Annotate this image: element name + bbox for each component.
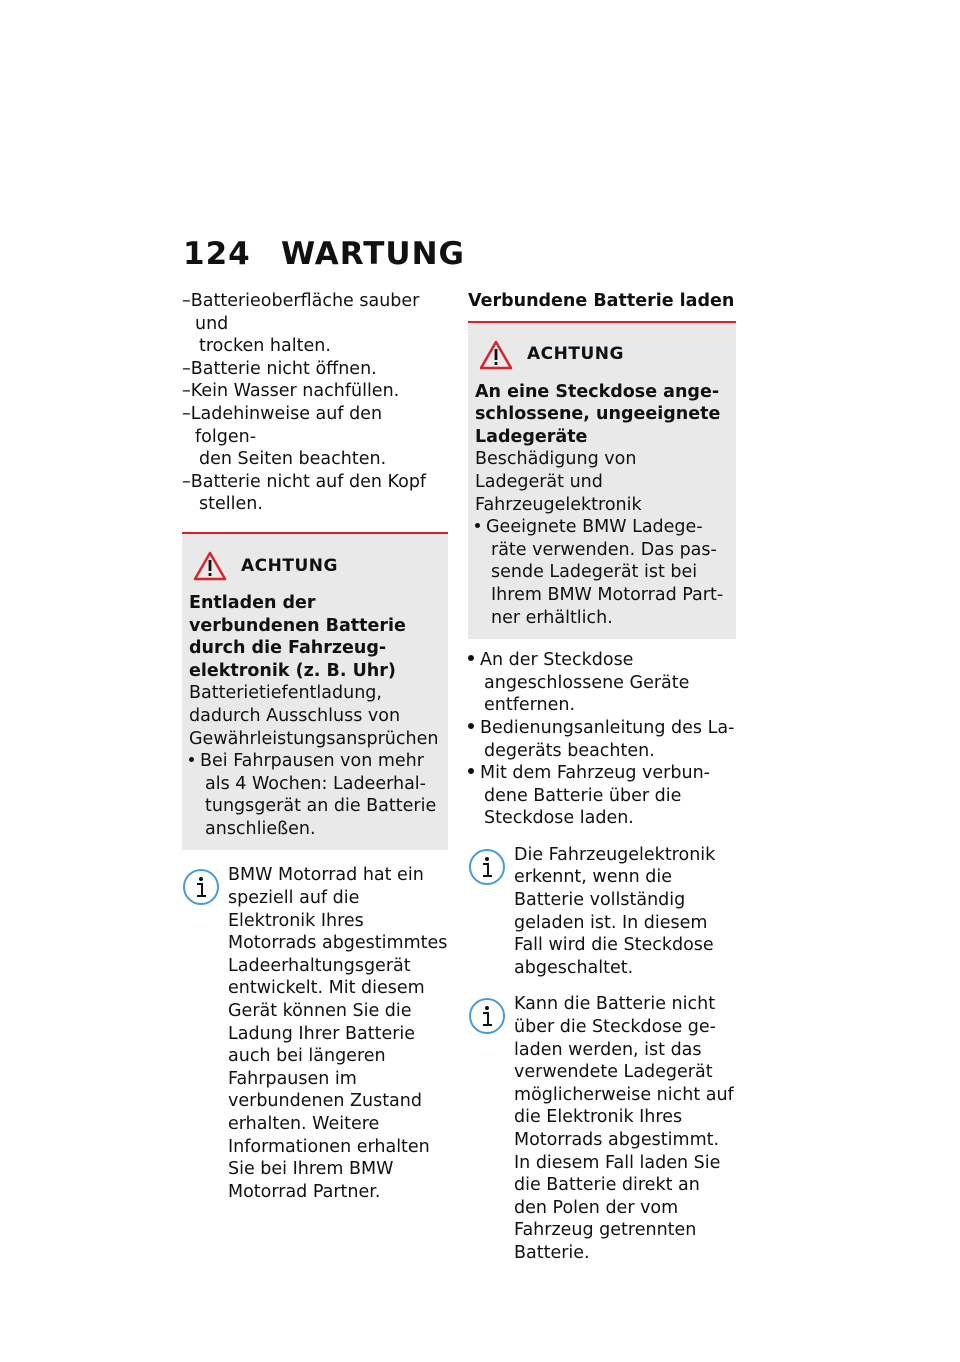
list-item: –Ladehinweise auf den folgen- den Seiten beachten. bbox=[182, 403, 387, 470]
info-text: Kann die Batterie nicht über die Steckdose geladen werden, ist das verwendete Ladegerät möglicherweise nicht auf die Elektronik Ihres Motorrads abgestimmt. In diesem Fall laden Sie die Batterie direkt an den Polen der vom Fahrzeug getrennten Batterie. bbox=[514, 994, 734, 1263]
info-note bbox=[182, 864, 448, 1203]
page-header bbox=[183, 236, 465, 272]
info-note bbox=[468, 844, 736, 980]
bullet-list bbox=[468, 649, 736, 830]
list-item: Mit dem Fahrzeug verbundene Batterie über die Steckdose laden. bbox=[468, 762, 736, 830]
warning-text: Batterietiefentladung, dadurch Ausschluss von Gewährleistungsansprüchen bbox=[189, 683, 439, 749]
page-number: 124 bbox=[183, 236, 251, 272]
warning-title: ACHTUNG bbox=[527, 344, 624, 365]
warning-triangle-icon bbox=[193, 551, 227, 581]
info-icon bbox=[468, 997, 506, 1035]
info-icon bbox=[468, 848, 506, 886]
warning-bullet: Bei Fahrpausen von mehr als 4 Wochen: Ladeerhaltungsgerät an die Batterie anschließen. bbox=[189, 750, 442, 840]
info-note bbox=[468, 993, 736, 1264]
warning-bullet: Geeignete BMW Ladegeräte verwenden. Das passende Ladegerät ist bei Ihrem BMW Motorrad Partner erhältlich. bbox=[475, 516, 730, 629]
info-text: BMW Motorrad hat ein speziell auf die Elektronik Ihres Motorrads abgestimmtes Ladeerhaltungsgerät entwickelt. Mit diesem Gerät können Sie die Ladung Ihrer Batterie auch bei längeren Fahrpausen im verbundenen Zustand erhalten. Weitere Informationen erhalten Sie bei Ihrem BMW Motorrad Partner. bbox=[228, 865, 448, 1202]
list-item: –Batterie nicht auf den Kopf stellen. bbox=[182, 471, 427, 515]
list-item: An der Steckdose angeschlossene Geräte entfernen. bbox=[468, 649, 736, 717]
right-column bbox=[468, 290, 736, 1265]
warning-header bbox=[475, 335, 730, 375]
section-title: Verbundene Batterie laden bbox=[468, 291, 735, 311]
warning-heading: Entladen der verbundenen Batterie durch die Fahrzeugelektronik (z. B. Uhr) bbox=[189, 592, 406, 681]
left-column bbox=[182, 290, 448, 1203]
warning-header bbox=[189, 546, 442, 586]
warning-box bbox=[468, 321, 736, 640]
warning-box bbox=[182, 532, 448, 851]
warning-triangle-icon bbox=[479, 340, 513, 370]
dash-list bbox=[182, 290, 448, 516]
info-text: Die Fahrzeugelektronik erkennt, wenn die Batterie vollständig geladen ist. In diesem Fall wird die Steckdose abgeschaltet. bbox=[514, 844, 716, 978]
warning-heading: An eine Steckdose angeschlossene, ungeeignete Ladegeräte bbox=[475, 381, 721, 447]
list-item: –Batterieoberfläche sauber und trocken halten. bbox=[182, 291, 420, 357]
warning-text: Beschädigung von Ladegerät und Fahrzeugelektronik bbox=[475, 449, 642, 515]
list-item: –Batterie nicht öffnen. bbox=[182, 358, 377, 379]
page-title: WARTUNG bbox=[281, 236, 465, 272]
list-item: Bedienungsanleitung des Ladegeräts beachten. bbox=[468, 717, 736, 762]
warning-title: ACHTUNG bbox=[241, 555, 338, 576]
info-icon bbox=[182, 868, 220, 906]
list-item: –Kein Wasser nachfüllen. bbox=[182, 381, 400, 402]
